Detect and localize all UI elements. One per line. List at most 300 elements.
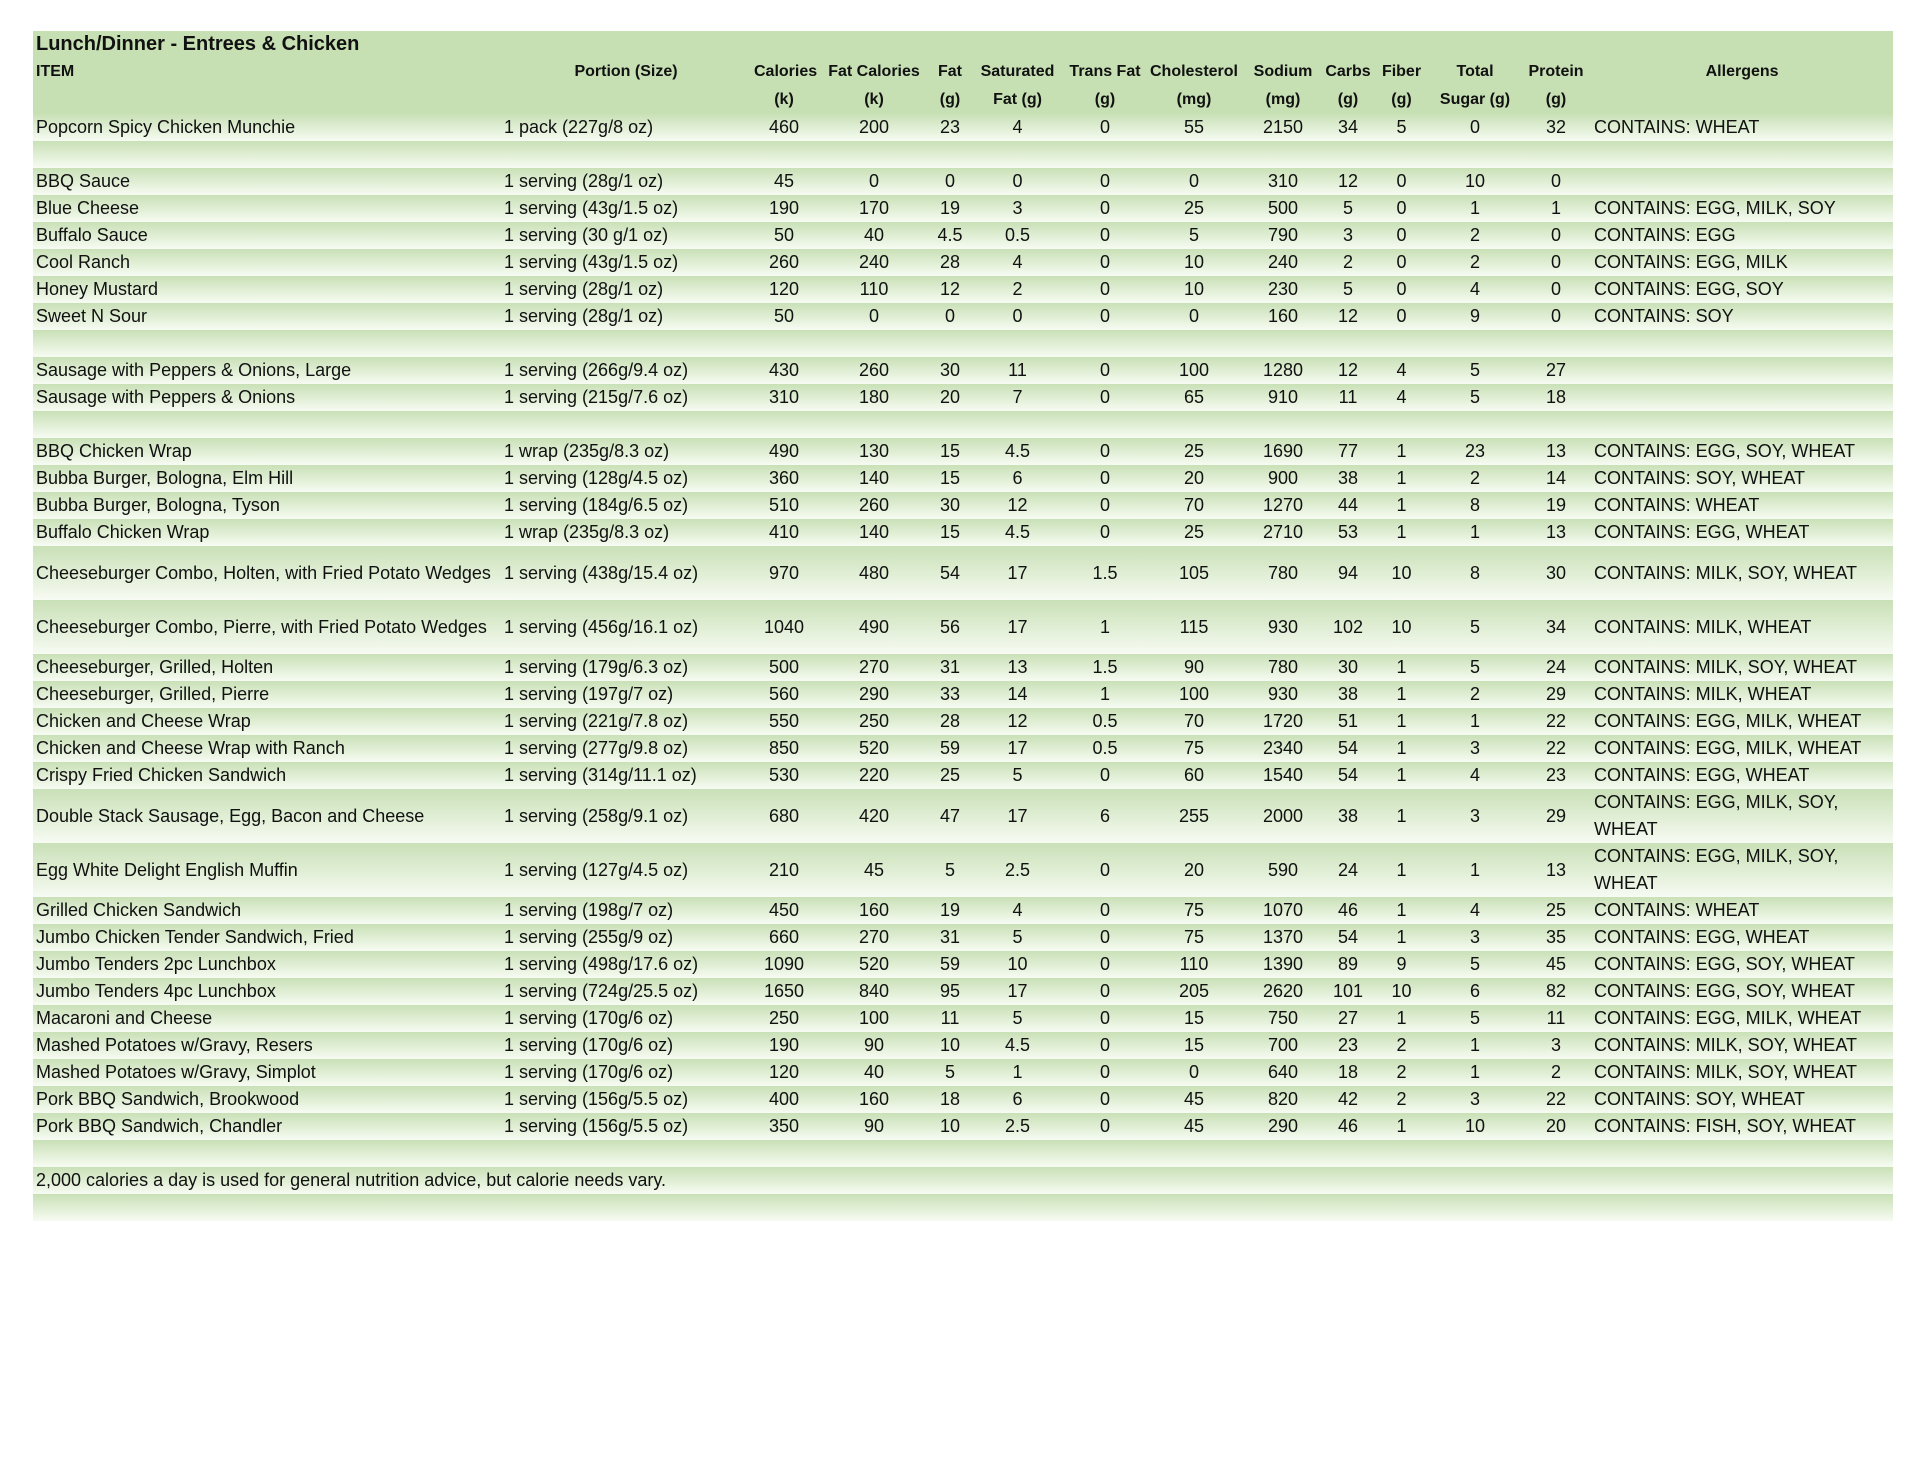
spacer-row bbox=[33, 411, 1893, 438]
spacer-row bbox=[33, 1140, 1893, 1167]
table-row bbox=[33, 438, 1893, 465]
cell-item: Jumbo Tenders 4pc Lunchbox bbox=[33, 978, 501, 1005]
cell-calories: 660 bbox=[751, 924, 817, 951]
cell-carbs: 89 bbox=[1322, 951, 1374, 978]
cell-portion: 1 serving (314g/11.1 oz) bbox=[501, 762, 751, 789]
cell-fat: 59 bbox=[931, 735, 969, 762]
table-row bbox=[33, 465, 1893, 492]
cell-cholesterol: 45 bbox=[1144, 1113, 1244, 1140]
cell-item: Sweet N Sour bbox=[33, 303, 501, 330]
cell-fat-calories: 270 bbox=[817, 924, 931, 951]
cell-item: Buffalo Chicken Wrap bbox=[33, 519, 501, 546]
cell-portion: 1 serving (184g/6.5 oz) bbox=[501, 492, 751, 519]
cell-trans-fat: 0 bbox=[1066, 465, 1144, 492]
cell-saturated-fat: 4 bbox=[969, 249, 1066, 276]
cell-fiber: 0 bbox=[1374, 222, 1429, 249]
table-row bbox=[33, 762, 1893, 789]
cell-total-sugar: 3 bbox=[1429, 924, 1521, 951]
cell-fat-calories: 90 bbox=[817, 1032, 931, 1059]
cell-carbs: 101 bbox=[1322, 978, 1374, 1005]
cell-trans-fat: 0 bbox=[1066, 1113, 1144, 1140]
cell-protein: 45 bbox=[1521, 951, 1591, 978]
cell-fat: 54 bbox=[931, 546, 969, 600]
cell-portion: 1 serving (255g/9 oz) bbox=[501, 924, 751, 951]
header-fat: Fat (g) bbox=[931, 58, 969, 114]
cell-fat: 59 bbox=[931, 951, 969, 978]
cell-protein: 0 bbox=[1521, 303, 1591, 330]
cell-item: Mashed Potatoes w/Gravy, Resers bbox=[33, 1032, 501, 1059]
cell-cholesterol: 75 bbox=[1144, 735, 1244, 762]
cell-protein: 22 bbox=[1521, 735, 1591, 762]
cell-trans-fat: 0 bbox=[1066, 222, 1144, 249]
cell-trans-fat: 1 bbox=[1066, 600, 1144, 654]
cell-total-sugar: 10 bbox=[1429, 1113, 1521, 1140]
cell-cholesterol: 0 bbox=[1144, 303, 1244, 330]
cell-fat-calories: 260 bbox=[817, 492, 931, 519]
cell-carbs: 12 bbox=[1322, 168, 1374, 195]
cell-fiber: 1 bbox=[1374, 654, 1429, 681]
cell-fiber: 2 bbox=[1374, 1059, 1429, 1086]
cell-trans-fat: 0 bbox=[1066, 978, 1144, 1005]
cell-trans-fat: 0 bbox=[1066, 1005, 1144, 1032]
cell-total-sugar: 1 bbox=[1429, 708, 1521, 735]
cell-item: Egg White Delight English Muffin bbox=[33, 843, 501, 897]
cell-fiber: 1 bbox=[1374, 924, 1429, 951]
cell-calories: 190 bbox=[751, 1032, 817, 1059]
cell-total-sugar: 5 bbox=[1429, 1005, 1521, 1032]
table-row bbox=[33, 492, 1893, 519]
cell-sodium: 930 bbox=[1244, 681, 1322, 708]
cell-total-sugar: 6 bbox=[1429, 978, 1521, 1005]
cell-saturated-fat: 3 bbox=[969, 195, 1066, 222]
cell-carbs: 46 bbox=[1322, 897, 1374, 924]
cell-sodium: 160 bbox=[1244, 303, 1322, 330]
cell-fat: 28 bbox=[931, 708, 969, 735]
cell-total-sugar: 2 bbox=[1429, 465, 1521, 492]
cell-saturated-fat: 4 bbox=[969, 114, 1066, 141]
cell-fat-calories: 0 bbox=[817, 303, 931, 330]
spacer-row bbox=[33, 330, 1893, 357]
header-carbs: Carbs (g) bbox=[1322, 58, 1374, 114]
cell-item: Blue Cheese bbox=[33, 195, 501, 222]
cell-allergens: CONTAINS: EGG, SOY bbox=[1591, 276, 1893, 303]
cell-item: BBQ Sauce bbox=[33, 168, 501, 195]
table-row bbox=[33, 357, 1893, 384]
cell-fat-calories: 260 bbox=[817, 357, 931, 384]
cell-allergens: CONTAINS: EGG, MILK, WHEAT bbox=[1591, 1005, 1893, 1032]
cell-protein: 0 bbox=[1521, 249, 1591, 276]
cell-fat-calories: 520 bbox=[817, 735, 931, 762]
cell-trans-fat: 0 bbox=[1066, 249, 1144, 276]
cell-fat-calories: 420 bbox=[817, 789, 931, 843]
cell-allergens: CONTAINS: EGG, MILK, SOY bbox=[1591, 195, 1893, 222]
cell-portion: 1 serving (43g/1.5 oz) bbox=[501, 249, 751, 276]
cell-fiber: 1 bbox=[1374, 519, 1429, 546]
cell-portion: 1 serving (128g/4.5 oz) bbox=[501, 465, 751, 492]
cell-saturated-fat: 0.5 bbox=[969, 222, 1066, 249]
cell-sodium: 310 bbox=[1244, 168, 1322, 195]
cell-allergens: CONTAINS: MILK, WHEAT bbox=[1591, 681, 1893, 708]
cell-total-sugar: 5 bbox=[1429, 600, 1521, 654]
cell-total-sugar: 1 bbox=[1429, 519, 1521, 546]
cell-trans-fat: 0 bbox=[1066, 1059, 1144, 1086]
cell-carbs: 5 bbox=[1322, 195, 1374, 222]
cell-allergens: CONTAINS: SOY, WHEAT bbox=[1591, 465, 1893, 492]
cell-carbs: 34 bbox=[1322, 114, 1374, 141]
table-row bbox=[33, 546, 1893, 600]
cell-saturated-fat: 5 bbox=[969, 924, 1066, 951]
cell-protein: 25 bbox=[1521, 897, 1591, 924]
cell-fat-calories: 110 bbox=[817, 276, 931, 303]
cell-total-sugar: 8 bbox=[1429, 546, 1521, 600]
cell-portion: 1 serving (156g/5.5 oz) bbox=[501, 1086, 751, 1113]
cell-trans-fat: 0 bbox=[1066, 1086, 1144, 1113]
cell-carbs: 38 bbox=[1322, 681, 1374, 708]
table-row bbox=[33, 978, 1893, 1005]
cell-sodium: 1390 bbox=[1244, 951, 1322, 978]
cell-saturated-fat: 17 bbox=[969, 546, 1066, 600]
cell-cholesterol: 15 bbox=[1144, 1032, 1244, 1059]
cell-item: Macaroni and Cheese bbox=[33, 1005, 501, 1032]
cell-fiber: 4 bbox=[1374, 357, 1429, 384]
cell-fiber: 2 bbox=[1374, 1086, 1429, 1113]
cell-sodium: 2000 bbox=[1244, 789, 1322, 843]
cell-sodium: 240 bbox=[1244, 249, 1322, 276]
cell-fat: 30 bbox=[931, 492, 969, 519]
cell-allergens: CONTAINS: EGG, MILK, SOY, WHEAT bbox=[1591, 843, 1893, 897]
table-row bbox=[33, 168, 1893, 195]
cell-saturated-fat: 10 bbox=[969, 951, 1066, 978]
cell-cholesterol: 70 bbox=[1144, 492, 1244, 519]
cell-cholesterol: 5 bbox=[1144, 222, 1244, 249]
cell-item: Pork BBQ Sandwich, Chandler bbox=[33, 1113, 501, 1140]
cell-cholesterol: 90 bbox=[1144, 654, 1244, 681]
cell-cholesterol: 65 bbox=[1144, 384, 1244, 411]
cell-total-sugar: 1 bbox=[1429, 843, 1521, 897]
cell-fat-calories: 270 bbox=[817, 654, 931, 681]
cell-fat: 25 bbox=[931, 762, 969, 789]
cell-fiber: 10 bbox=[1374, 546, 1429, 600]
cell-total-sugar: 3 bbox=[1429, 789, 1521, 843]
cell-saturated-fat: 2.5 bbox=[969, 1113, 1066, 1140]
table-row bbox=[33, 114, 1893, 141]
cell-portion: 1 serving (170g/6 oz) bbox=[501, 1032, 751, 1059]
cell-carbs: 51 bbox=[1322, 708, 1374, 735]
cell-item: Cheeseburger Combo, Holten, with Fried Potato Wedges bbox=[33, 546, 501, 600]
cell-trans-fat: 0 bbox=[1066, 438, 1144, 465]
cell-portion: 1 serving (724g/25.5 oz) bbox=[501, 978, 751, 1005]
cell-fat-calories: 180 bbox=[817, 384, 931, 411]
footer-note: 2,000 calories a day is used for general nutrition advice, but calorie needs vary. bbox=[33, 1167, 1893, 1194]
cell-cholesterol: 100 bbox=[1144, 357, 1244, 384]
cell-saturated-fat: 12 bbox=[969, 708, 1066, 735]
nutrition-sheet bbox=[33, 31, 1893, 1221]
cell-total-sugar: 4 bbox=[1429, 276, 1521, 303]
cell-fat-calories: 480 bbox=[817, 546, 931, 600]
cell-sodium: 1070 bbox=[1244, 897, 1322, 924]
cell-protein: 22 bbox=[1521, 1086, 1591, 1113]
cell-protein: 13 bbox=[1521, 519, 1591, 546]
cell-fat: 5 bbox=[931, 1059, 969, 1086]
cell-calories: 45 bbox=[751, 168, 817, 195]
table-row bbox=[33, 222, 1893, 249]
cell-fat-calories: 45 bbox=[817, 843, 931, 897]
cell-saturated-fat: 14 bbox=[969, 681, 1066, 708]
cell-fat: 19 bbox=[931, 897, 969, 924]
cell-trans-fat: 0 bbox=[1066, 384, 1144, 411]
cell-fiber: 2 bbox=[1374, 1032, 1429, 1059]
cell-protein: 34 bbox=[1521, 600, 1591, 654]
cell-portion: 1 serving (179g/6.3 oz) bbox=[501, 654, 751, 681]
cell-protein: 35 bbox=[1521, 924, 1591, 951]
cell-calories: 310 bbox=[751, 384, 817, 411]
cell-saturated-fat: 17 bbox=[969, 600, 1066, 654]
cell-calories: 450 bbox=[751, 897, 817, 924]
cell-protein: 2 bbox=[1521, 1059, 1591, 1086]
sheet-title: Lunch/Dinner - Entrees & Chicken bbox=[33, 31, 1893, 58]
cell-sodium: 1370 bbox=[1244, 924, 1322, 951]
cell-protein: 22 bbox=[1521, 708, 1591, 735]
cell-trans-fat: 0 bbox=[1066, 843, 1144, 897]
cell-item: Cool Ranch bbox=[33, 249, 501, 276]
cell-fiber: 0 bbox=[1374, 195, 1429, 222]
cell-item: Jumbo Chicken Tender Sandwich, Fried bbox=[33, 924, 501, 951]
cell-fat: 15 bbox=[931, 438, 969, 465]
cell-fat-calories: 160 bbox=[817, 897, 931, 924]
cell-calories: 490 bbox=[751, 438, 817, 465]
cell-allergens: CONTAINS: MILK, SOY, WHEAT bbox=[1591, 654, 1893, 681]
header-calories: Calories (k) bbox=[751, 58, 817, 114]
cell-allergens: CONTAINS: WHEAT bbox=[1591, 492, 1893, 519]
header-fat-calories: Fat Calories (k) bbox=[817, 58, 931, 114]
cell-calories: 190 bbox=[751, 195, 817, 222]
cell-calories: 360 bbox=[751, 465, 817, 492]
cell-item: Mashed Potatoes w/Gravy, Simplot bbox=[33, 1059, 501, 1086]
cell-calories: 510 bbox=[751, 492, 817, 519]
cell-carbs: 5 bbox=[1322, 276, 1374, 303]
cell-protein: 0 bbox=[1521, 222, 1591, 249]
cell-fiber: 1 bbox=[1374, 1005, 1429, 1032]
table-row bbox=[33, 1086, 1893, 1113]
cell-cholesterol: 75 bbox=[1144, 897, 1244, 924]
cell-fiber: 10 bbox=[1374, 600, 1429, 654]
cell-total-sugar: 5 bbox=[1429, 951, 1521, 978]
cell-trans-fat: 0 bbox=[1066, 303, 1144, 330]
cell-cholesterol: 25 bbox=[1144, 195, 1244, 222]
cell-item: Bubba Burger, Bologna, Elm Hill bbox=[33, 465, 501, 492]
cell-fat: 10 bbox=[931, 1113, 969, 1140]
cell-sodium: 1280 bbox=[1244, 357, 1322, 384]
cell-total-sugar: 1 bbox=[1429, 1032, 1521, 1059]
cell-protein: 14 bbox=[1521, 465, 1591, 492]
cell-fiber: 4 bbox=[1374, 384, 1429, 411]
cell-cholesterol: 0 bbox=[1144, 1059, 1244, 1086]
table-row bbox=[33, 1059, 1893, 1086]
cell-carbs: 30 bbox=[1322, 654, 1374, 681]
cell-total-sugar: 0 bbox=[1429, 114, 1521, 141]
cell-fiber: 10 bbox=[1374, 978, 1429, 1005]
cell-saturated-fat: 2 bbox=[969, 276, 1066, 303]
cell-calories: 550 bbox=[751, 708, 817, 735]
cell-allergens: CONTAINS: MILK, SOY, WHEAT bbox=[1591, 1032, 1893, 1059]
cell-trans-fat: 6 bbox=[1066, 789, 1144, 843]
cell-sodium: 930 bbox=[1244, 600, 1322, 654]
cell-calories: 210 bbox=[751, 843, 817, 897]
cell-portion: 1 serving (221g/7.8 oz) bbox=[501, 708, 751, 735]
cell-cholesterol: 75 bbox=[1144, 924, 1244, 951]
cell-allergens: CONTAINS: SOY bbox=[1591, 303, 1893, 330]
cell-item: BBQ Chicken Wrap bbox=[33, 438, 501, 465]
cell-protein: 82 bbox=[1521, 978, 1591, 1005]
cell-total-sugar: 23 bbox=[1429, 438, 1521, 465]
cell-calories: 50 bbox=[751, 222, 817, 249]
cell-cholesterol: 60 bbox=[1144, 762, 1244, 789]
cell-total-sugar: 8 bbox=[1429, 492, 1521, 519]
cell-calories: 120 bbox=[751, 1059, 817, 1086]
cell-total-sugar: 1 bbox=[1429, 195, 1521, 222]
cell-carbs: 24 bbox=[1322, 843, 1374, 897]
cell-carbs: 54 bbox=[1322, 762, 1374, 789]
cell-portion: 1 serving (43g/1.5 oz) bbox=[501, 195, 751, 222]
cell-fiber: 1 bbox=[1374, 465, 1429, 492]
table-row bbox=[33, 249, 1893, 276]
cell-allergens: CONTAINS: EGG, MILK bbox=[1591, 249, 1893, 276]
cell-fat-calories: 520 bbox=[817, 951, 931, 978]
cell-fat-calories: 840 bbox=[817, 978, 931, 1005]
cell-cholesterol: 100 bbox=[1144, 681, 1244, 708]
cell-trans-fat: 0.5 bbox=[1066, 708, 1144, 735]
cell-trans-fat: 0.5 bbox=[1066, 735, 1144, 762]
header-cholesterol: Cholesterol (mg) bbox=[1144, 58, 1244, 114]
cell-fat-calories: 140 bbox=[817, 519, 931, 546]
cell-sodium: 780 bbox=[1244, 546, 1322, 600]
cell-cholesterol: 25 bbox=[1144, 519, 1244, 546]
cell-saturated-fat: 5 bbox=[969, 1005, 1066, 1032]
cell-portion: 1 serving (28g/1 oz) bbox=[501, 276, 751, 303]
cell-fat: 31 bbox=[931, 924, 969, 951]
cell-sodium: 910 bbox=[1244, 384, 1322, 411]
cell-protein: 20 bbox=[1521, 1113, 1591, 1140]
cell-calories: 1090 bbox=[751, 951, 817, 978]
cell-total-sugar: 2 bbox=[1429, 249, 1521, 276]
cell-calories: 970 bbox=[751, 546, 817, 600]
cell-sodium: 500 bbox=[1244, 195, 1322, 222]
cell-protein: 24 bbox=[1521, 654, 1591, 681]
cell-trans-fat: 0 bbox=[1066, 924, 1144, 951]
cell-portion: 1 serving (498g/17.6 oz) bbox=[501, 951, 751, 978]
header-trans-fat: Trans Fat (g) bbox=[1066, 58, 1144, 114]
table-row bbox=[33, 735, 1893, 762]
cell-protein: 29 bbox=[1521, 789, 1591, 843]
cell-carbs: 94 bbox=[1322, 546, 1374, 600]
cell-fat: 18 bbox=[931, 1086, 969, 1113]
cell-carbs: 3 bbox=[1322, 222, 1374, 249]
cell-total-sugar: 3 bbox=[1429, 1086, 1521, 1113]
cell-sodium: 700 bbox=[1244, 1032, 1322, 1059]
cell-fiber: 1 bbox=[1374, 438, 1429, 465]
cell-fat: 23 bbox=[931, 114, 969, 141]
cell-protein: 11 bbox=[1521, 1005, 1591, 1032]
cell-fat: 20 bbox=[931, 384, 969, 411]
cell-item: Cheeseburger Combo, Pierre, with Fried Potato Wedges bbox=[33, 600, 501, 654]
cell-protein: 13 bbox=[1521, 438, 1591, 465]
cell-trans-fat: 0 bbox=[1066, 357, 1144, 384]
cell-saturated-fat: 0 bbox=[969, 168, 1066, 195]
cell-fat-calories: 40 bbox=[817, 222, 931, 249]
cell-allergens: CONTAINS: EGG, MILK, SOY, WHEAT bbox=[1591, 789, 1893, 843]
table-row bbox=[33, 708, 1893, 735]
cell-cholesterol: 45 bbox=[1144, 1086, 1244, 1113]
cell-fat: 28 bbox=[931, 249, 969, 276]
cell-saturated-fat: 1 bbox=[969, 1059, 1066, 1086]
cell-fat-calories: 100 bbox=[817, 1005, 931, 1032]
cell-total-sugar: 4 bbox=[1429, 762, 1521, 789]
spacer-row bbox=[33, 141, 1893, 168]
table-row bbox=[33, 654, 1893, 681]
cell-allergens bbox=[1591, 384, 1893, 411]
cell-fiber: 1 bbox=[1374, 708, 1429, 735]
cell-item: Chicken and Cheese Wrap with Ranch bbox=[33, 735, 501, 762]
cell-portion: 1 serving (197g/7 oz) bbox=[501, 681, 751, 708]
cell-sodium: 2620 bbox=[1244, 978, 1322, 1005]
cell-cholesterol: 15 bbox=[1144, 1005, 1244, 1032]
cell-fat: 47 bbox=[931, 789, 969, 843]
cell-allergens: CONTAINS: MILK, SOY, WHEAT bbox=[1591, 1059, 1893, 1086]
cell-item: Cheeseburger, Grilled, Pierre bbox=[33, 681, 501, 708]
cell-saturated-fat: 4.5 bbox=[969, 1032, 1066, 1059]
cell-protein: 19 bbox=[1521, 492, 1591, 519]
cell-item: Crispy Fried Chicken Sandwich bbox=[33, 762, 501, 789]
cell-fiber: 1 bbox=[1374, 492, 1429, 519]
cell-allergens: CONTAINS: EGG, WHEAT bbox=[1591, 519, 1893, 546]
spacer-cell bbox=[33, 1140, 1893, 1167]
cell-carbs: 44 bbox=[1322, 492, 1374, 519]
cell-carbs: 18 bbox=[1322, 1059, 1374, 1086]
cell-portion: 1 serving (266g/9.4 oz) bbox=[501, 357, 751, 384]
cell-fat-calories: 200 bbox=[817, 114, 931, 141]
cell-total-sugar: 5 bbox=[1429, 654, 1521, 681]
cell-carbs: 27 bbox=[1322, 1005, 1374, 1032]
cell-carbs: 102 bbox=[1322, 600, 1374, 654]
cell-protein: 29 bbox=[1521, 681, 1591, 708]
cell-calories: 560 bbox=[751, 681, 817, 708]
cell-calories: 350 bbox=[751, 1113, 817, 1140]
cell-carbs: 11 bbox=[1322, 384, 1374, 411]
cell-item: Grilled Chicken Sandwich bbox=[33, 897, 501, 924]
cell-protein: 13 bbox=[1521, 843, 1591, 897]
cell-sodium: 900 bbox=[1244, 465, 1322, 492]
cell-trans-fat: 1.5 bbox=[1066, 654, 1144, 681]
table-row bbox=[33, 519, 1893, 546]
cell-fat-calories: 220 bbox=[817, 762, 931, 789]
cell-fiber: 5 bbox=[1374, 114, 1429, 141]
cell-portion: 1 serving (438g/15.4 oz) bbox=[501, 546, 751, 600]
spacer-cell bbox=[33, 330, 1893, 357]
cell-allergens: CONTAINS: EGG, SOY, WHEAT bbox=[1591, 438, 1893, 465]
cell-trans-fat: 0 bbox=[1066, 168, 1144, 195]
cell-calories: 1650 bbox=[751, 978, 817, 1005]
cell-allergens: CONTAINS: FISH, SOY, WHEAT bbox=[1591, 1113, 1893, 1140]
cell-saturated-fat: 13 bbox=[969, 654, 1066, 681]
cell-fiber: 0 bbox=[1374, 276, 1429, 303]
table-row bbox=[33, 1005, 1893, 1032]
header-allergens: Allergens bbox=[1591, 58, 1893, 114]
cell-fiber: 1 bbox=[1374, 681, 1429, 708]
cell-trans-fat: 0 bbox=[1066, 1032, 1144, 1059]
cell-fat-calories: 0 bbox=[817, 168, 931, 195]
cell-portion: 1 serving (170g/6 oz) bbox=[501, 1059, 751, 1086]
cell-fat-calories: 140 bbox=[817, 465, 931, 492]
